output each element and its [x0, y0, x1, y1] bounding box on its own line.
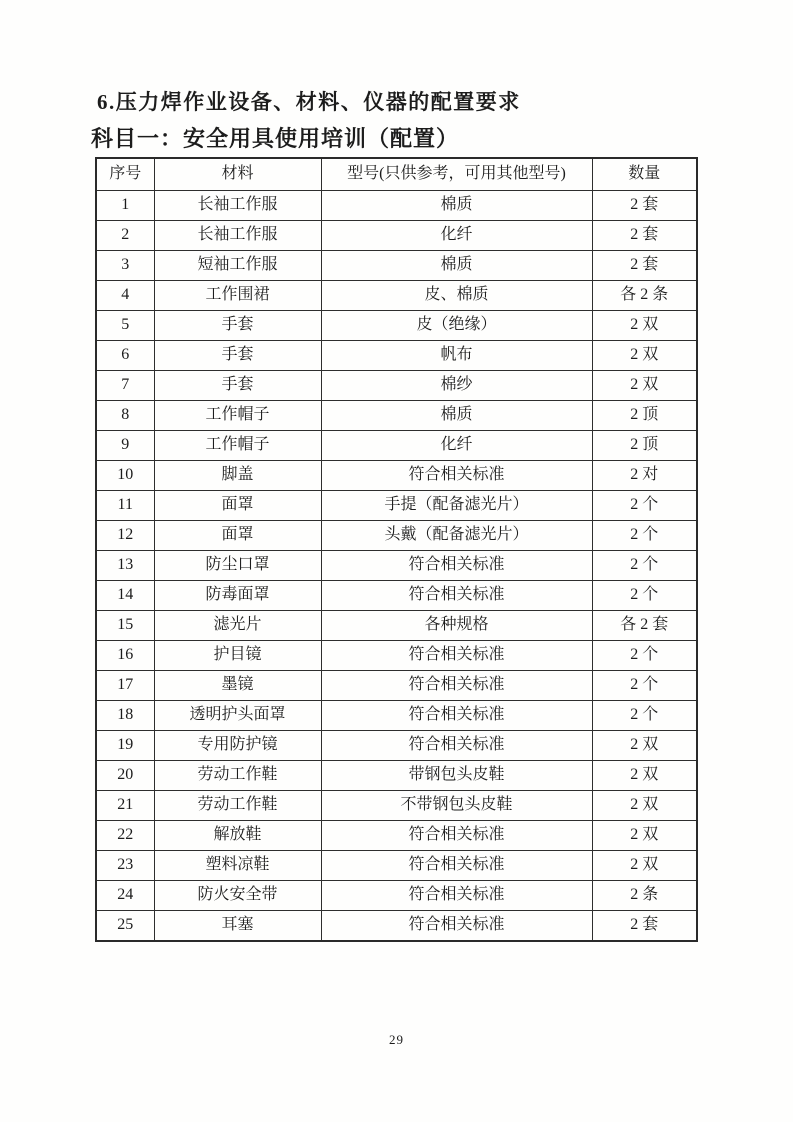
table-row — [96, 911, 697, 942]
cell-model: 符合相关标准 — [321, 701, 592, 731]
cell-quantity: 2 个 — [592, 491, 697, 521]
cell-serial: 6 — [96, 341, 154, 371]
cell-serial: 22 — [96, 821, 154, 851]
header-row — [96, 158, 697, 191]
cell-material: 面罩 — [154, 521, 321, 551]
cell-serial: 25 — [96, 911, 154, 942]
cell-serial: 12 — [96, 521, 154, 551]
cell-quantity: 2 套 — [592, 911, 697, 942]
cell-model: 符合相关标准 — [321, 851, 592, 881]
table-row — [96, 311, 697, 341]
cell-model: 不带钢包头皮鞋 — [321, 791, 592, 821]
table-row — [96, 401, 697, 431]
equipment-table — [95, 157, 698, 942]
table-row — [96, 881, 697, 911]
cell-quantity: 2 双 — [592, 761, 697, 791]
cell-model: 皮、棉质 — [321, 281, 592, 311]
cell-quantity: 2 个 — [592, 581, 697, 611]
cell-quantity: 2 个 — [592, 521, 697, 551]
cell-model: 手提（配备滤光片） — [321, 491, 592, 521]
cell-quantity: 2 顶 — [592, 401, 697, 431]
table-row — [96, 821, 697, 851]
cell-serial: 21 — [96, 791, 154, 821]
table-row — [96, 461, 697, 491]
cell-quantity: 2 双 — [592, 821, 697, 851]
cell-model: 皮（绝缘） — [321, 311, 592, 341]
cell-material: 防尘口罩 — [154, 551, 321, 581]
cell-model: 符合相关标准 — [321, 581, 592, 611]
cell-material: 劳动工作鞋 — [154, 761, 321, 791]
cell-serial: 17 — [96, 671, 154, 701]
cell-model: 棉质 — [321, 251, 592, 281]
cell-quantity: 2 个 — [592, 551, 697, 581]
cell-serial: 20 — [96, 761, 154, 791]
cell-material: 墨镜 — [154, 671, 321, 701]
cell-model: 帆布 — [321, 341, 592, 371]
cell-quantity: 2 套 — [592, 251, 697, 281]
cell-material: 滤光片 — [154, 611, 321, 641]
cell-serial: 1 — [96, 191, 154, 221]
cell-quantity: 2 条 — [592, 881, 697, 911]
subject-title: 科目一：安全用具使用培训（配置） — [91, 126, 460, 151]
cell-quantity: 2 双 — [592, 851, 697, 881]
cell-serial: 2 — [96, 221, 154, 251]
cell-quantity: 2 套 — [592, 191, 697, 221]
cell-material: 透明护头面罩 — [154, 701, 321, 731]
table-row — [96, 551, 697, 581]
cell-material: 耳塞 — [154, 911, 321, 942]
cell-model: 棉质 — [321, 191, 592, 221]
cell-model: 符合相关标准 — [321, 671, 592, 701]
cell-model: 棉质 — [321, 401, 592, 431]
cell-serial: 15 — [96, 611, 154, 641]
table-row — [96, 731, 697, 761]
cell-serial: 18 — [96, 701, 154, 731]
cell-material: 面罩 — [154, 491, 321, 521]
cell-material: 防火安全带 — [154, 881, 321, 911]
cell-serial: 23 — [96, 851, 154, 881]
cell-model: 符合相关标准 — [321, 461, 592, 491]
cell-quantity: 2 对 — [592, 461, 697, 491]
cell-model: 符合相关标准 — [321, 881, 592, 911]
cell-material: 防毒面罩 — [154, 581, 321, 611]
cell-quantity: 2 套 — [592, 221, 697, 251]
cell-quantity: 2 顶 — [592, 431, 697, 461]
cell-quantity: 2 双 — [592, 731, 697, 761]
cell-serial: 14 — [96, 581, 154, 611]
cell-quantity: 2 个 — [592, 701, 697, 731]
cell-serial: 3 — [96, 251, 154, 281]
cell-model: 化纤 — [321, 431, 592, 461]
cell-material: 专用防护镜 — [154, 731, 321, 761]
cell-serial: 13 — [96, 551, 154, 581]
table-row — [96, 611, 697, 641]
cell-serial: 8 — [96, 401, 154, 431]
cell-serial: 9 — [96, 431, 154, 461]
cell-model: 符合相关标准 — [321, 551, 592, 581]
cell-model: 符合相关标准 — [321, 641, 592, 671]
cell-material: 劳动工作鞋 — [154, 791, 321, 821]
cell-model: 各种规格 — [321, 611, 592, 641]
cell-material: 短袖工作服 — [154, 251, 321, 281]
cell-serial: 19 — [96, 731, 154, 761]
cell-quantity: 2 个 — [592, 641, 697, 671]
cell-quantity: 2 个 — [592, 671, 697, 701]
cell-serial: 11 — [96, 491, 154, 521]
cell-serial: 4 — [96, 281, 154, 311]
cell-quantity: 各 2 套 — [592, 611, 697, 641]
cell-quantity: 各 2 条 — [592, 281, 697, 311]
cell-quantity: 2 双 — [592, 311, 697, 341]
column-header-material: 材料 — [154, 158, 321, 191]
table-row — [96, 221, 697, 251]
cell-material: 手套 — [154, 371, 321, 401]
cell-model: 符合相关标准 — [321, 731, 592, 761]
cell-model: 符合相关标准 — [321, 821, 592, 851]
cell-model: 符合相关标准 — [321, 911, 592, 942]
column-header-quantity: 数量 — [592, 158, 697, 191]
cell-material: 工作帽子 — [154, 401, 321, 431]
table-row — [96, 251, 697, 281]
cell-material: 长袖工作服 — [154, 221, 321, 251]
cell-model: 头戴（配备滤光片） — [321, 521, 592, 551]
table-row — [96, 191, 697, 221]
table-row — [96, 371, 697, 401]
cell-quantity: 2 双 — [592, 371, 697, 401]
table-row — [96, 641, 697, 671]
cell-material: 手套 — [154, 341, 321, 371]
cell-material: 工作帽子 — [154, 431, 321, 461]
table-row — [96, 341, 697, 371]
cell-material: 塑料凉鞋 — [154, 851, 321, 881]
table-row — [96, 851, 697, 881]
cell-material: 工作围裙 — [154, 281, 321, 311]
cell-serial: 5 — [96, 311, 154, 341]
column-header-model: 型号(只供参考，可用其他型号) — [321, 158, 592, 191]
cell-material: 护目镜 — [154, 641, 321, 671]
cell-quantity: 2 双 — [592, 341, 697, 371]
section-title: 6.压力焊作业设备、材料、仪器的配置要求 — [97, 90, 521, 114]
table-row — [96, 761, 697, 791]
table-row — [96, 281, 697, 311]
cell-material: 脚盖 — [154, 461, 321, 491]
table-row — [96, 791, 697, 821]
cell-material: 手套 — [154, 311, 321, 341]
cell-model: 化纤 — [321, 221, 592, 251]
page-number: 29 — [389, 1032, 404, 1047]
table-row — [96, 491, 697, 521]
cell-quantity: 2 双 — [592, 791, 697, 821]
table-row — [96, 431, 697, 461]
column-header-serial: 序号 — [96, 158, 154, 191]
table-row — [96, 671, 697, 701]
cell-material: 解放鞋 — [154, 821, 321, 851]
cell-serial: 7 — [96, 371, 154, 401]
cell-serial: 16 — [96, 641, 154, 671]
cell-material: 长袖工作服 — [154, 191, 321, 221]
cell-serial: 10 — [96, 461, 154, 491]
table-row — [96, 521, 697, 551]
cell-serial: 24 — [96, 881, 154, 911]
cell-model: 带钢包头皮鞋 — [321, 761, 592, 791]
table-row — [96, 701, 697, 731]
cell-model: 棉纱 — [321, 371, 592, 401]
table-row — [96, 581, 697, 611]
